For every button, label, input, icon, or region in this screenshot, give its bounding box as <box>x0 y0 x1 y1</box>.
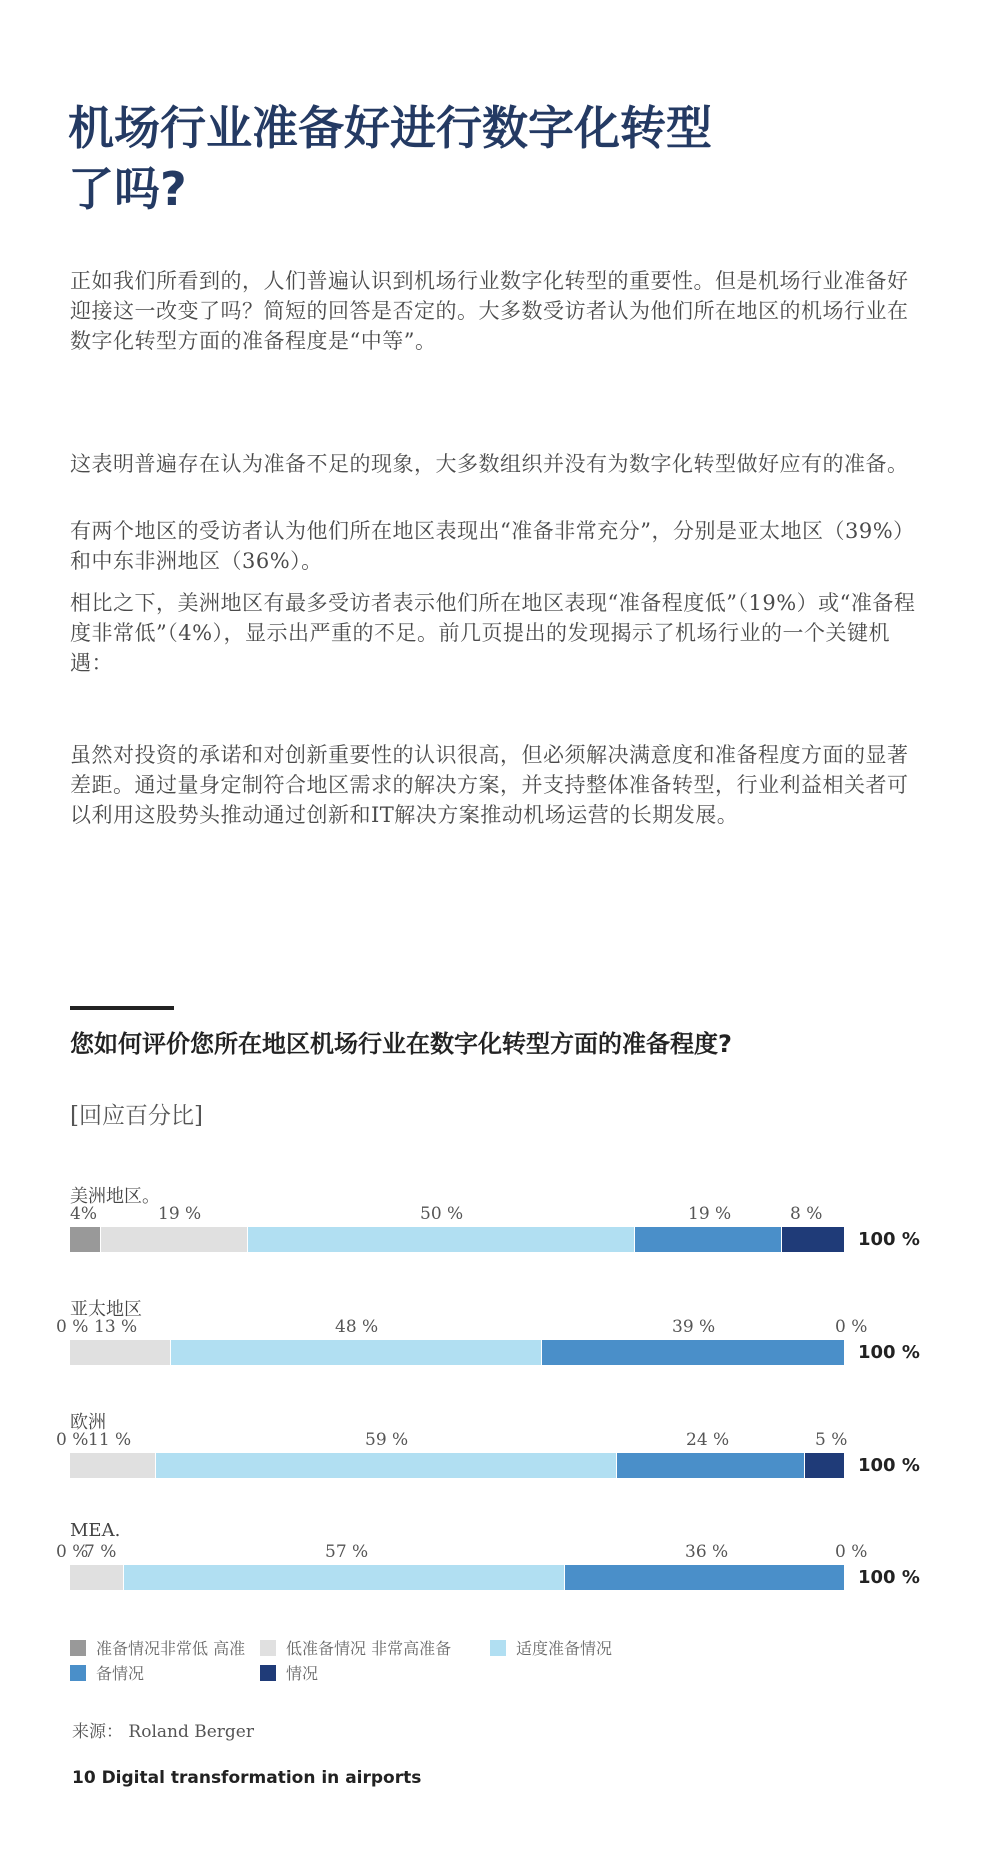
paragraph-intro: 正如我们所看到的，人们普遍认识到机场行业数字化转型的重要性。但是机场行业准备好迎接这一改变了吗？简短的回答是否定的。大多数受访者认为他们所在地区的机场行业在数字化转型方面的准备程度是“中等”。 <box>70 269 909 353</box>
row-total-label: 100 % <box>858 1567 920 1588</box>
bar-segment-high <box>635 1227 782 1252</box>
stacked-bar <box>70 1340 844 1365</box>
bar-segment-low <box>70 1565 124 1590</box>
segment-value-label: 24 % <box>686 1430 730 1450</box>
segment-value-label: 19 % <box>158 1204 202 1224</box>
segment-value-label: 0 % <box>835 1317 868 1337</box>
paragraph-readiness-gap: 这表明普遍存在认为准备不足的现象，大多数组织并没有为数字化转型做好应有的准备。 <box>70 452 909 476</box>
row-total-label: 100 % <box>858 1455 920 1476</box>
legend-item-very-low <box>70 1636 245 1659</box>
legend-item-high <box>70 1661 144 1684</box>
region-label: 欧洲 <box>70 1412 106 1433</box>
legend-label: 低准备情况 非常高准备 <box>286 1639 452 1658</box>
bar-segment-low <box>70 1453 156 1478</box>
row-total-label: 100 % <box>858 1342 920 1363</box>
bar-segment-very-high <box>805 1453 844 1478</box>
segment-value-label: 19 % <box>688 1204 732 1224</box>
bar-segment-moderate <box>156 1453 617 1478</box>
chart-header-rule <box>70 1006 174 1010</box>
segment-value-label: 39 % <box>672 1317 716 1337</box>
region-label: 亚太地区 <box>70 1299 142 1320</box>
bar-segment-low <box>70 1340 171 1365</box>
stacked-bar <box>70 1453 844 1478</box>
row-total-label: 100 % <box>858 1229 920 1250</box>
legend-item-moderate <box>490 1636 612 1659</box>
legend-item-low <box>260 1636 451 1659</box>
legend-swatch-high <box>70 1665 86 1681</box>
legend-label: 情况 <box>286 1664 319 1683</box>
segment-value-label: 59 % <box>365 1430 409 1450</box>
page-title <box>68 98 788 220</box>
segment-value-label: 11 % <box>88 1430 132 1450</box>
legend-swatch-very-high <box>260 1665 276 1681</box>
legend-swatch-moderate <box>490 1640 506 1656</box>
page-title-line1: 机场行业准备好进行数字化转型 <box>68 101 712 155</box>
segment-value-label: 7 % <box>84 1542 117 1562</box>
segment-value-label: 50 % <box>420 1204 464 1224</box>
segment-value-label: 0 % <box>835 1542 868 1562</box>
region-label: 美洲地区。 <box>70 1186 160 1207</box>
paragraph-well-prepared-regions: 有两个地区的受访者认为他们所在地区表现出“准备非常充分”，分别是亚太地区（39%）和中东非洲地区（36%）。 <box>70 519 915 573</box>
segment-value-label: 48 % <box>335 1317 379 1337</box>
paragraph-opportunity: 虽然对投资的承诺和对创新重要性的认识很高，但必须解决满意度和准备程度方面的显著差距。通过量身定制符合地区需求的解决方案，并支持整体准备转型，行业利益相关者可以利用这股势头推动通过创新和IT解决方案推动机场运营的长期发展。 <box>70 743 909 827</box>
segment-value-label: 0 % <box>56 1542 89 1562</box>
page-title-line2: 了吗? <box>68 162 187 216</box>
bar-segment-high <box>617 1453 805 1478</box>
segment-value-label: 4% <box>70 1204 97 1224</box>
page-footer: 10 Digital transformation in airports <box>72 1768 422 1788</box>
bar-segment-moderate <box>171 1340 543 1365</box>
segment-value-label: 0 % <box>56 1430 89 1450</box>
legend-item-very-high <box>260 1661 318 1684</box>
legend-label: 适度准备情况 <box>516 1639 613 1658</box>
segment-value-label: 36 % <box>685 1542 729 1562</box>
bar-segment-high <box>565 1565 844 1590</box>
bar-segment-moderate <box>124 1565 565 1590</box>
legend-label: 备情况 <box>96 1664 145 1683</box>
paragraph-americas-contrast: 相比之下，美洲地区有最多受访者表示他们所在地区表现“准备程度低”（19%）或“准备程度非常低”（4%），显示出严重的不足。前几页提出的发现揭示了机场行业的一个关键机遇： <box>70 591 916 675</box>
chart-legend <box>70 1636 670 1696</box>
bar-segment-high <box>542 1340 844 1365</box>
segment-value-label: 0 % <box>56 1317 89 1337</box>
legend-swatch-very-low <box>70 1640 86 1656</box>
segment-value-label: 8 % <box>790 1204 823 1224</box>
bar-segment-very-low <box>70 1227 101 1252</box>
segment-value-label: 13 % <box>94 1317 138 1337</box>
stacked-bar <box>70 1227 844 1252</box>
chart-subtitle: [回应百分比] <box>70 1103 203 1129</box>
stacked-bar <box>70 1565 844 1590</box>
legend-label: 准备情况非常低 高准 <box>96 1639 246 1658</box>
legend-swatch-low <box>260 1640 276 1656</box>
region-label: MEA. <box>70 1520 121 1541</box>
bar-segment-moderate <box>248 1227 635 1252</box>
bar-segment-very-high <box>782 1227 844 1252</box>
bar-segment-low <box>101 1227 248 1252</box>
chart-title: 您如何评价您所在地区机场行业在数字化转型方面的准备程度? <box>70 1030 732 1058</box>
segment-value-label: 5 % <box>815 1430 848 1450</box>
chart-source: 来源： Roland Berger <box>72 1722 254 1742</box>
segment-value-label: 57 % <box>325 1542 369 1562</box>
